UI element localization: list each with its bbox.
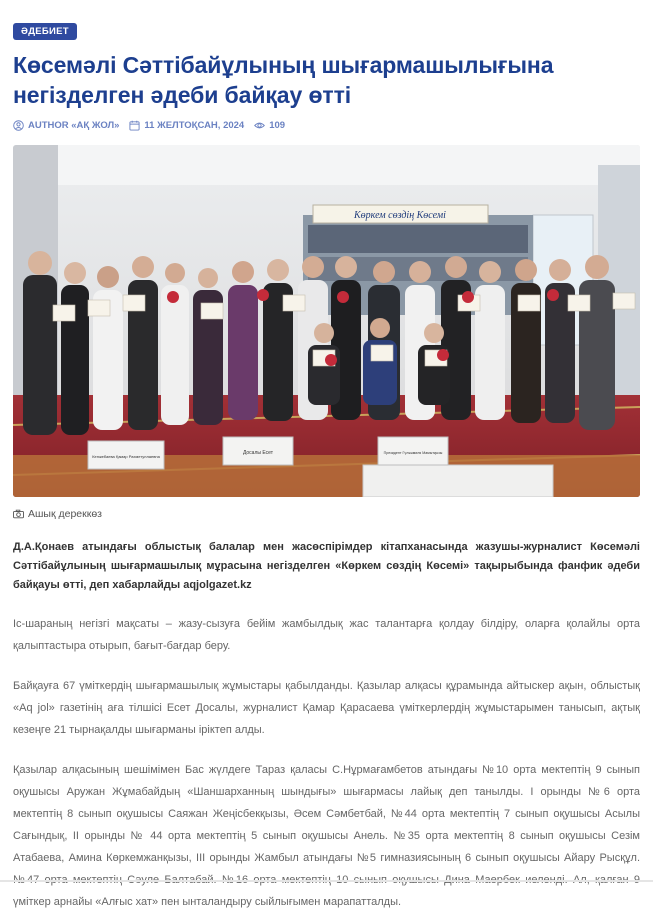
- article-lead: Д.А.Қонаев атындағы облыстық балалар мен жасөспірімдер кітапханасында жазушы-журналист Көсемәлі Сәттібайұлының шығармашылық мұрасына негізделген «Көркем сөздің Көсемі» тақырыбында фанфик әдеби байқауы өтті, деп хабарлайды aqjolgazet.kz: [13, 541, 640, 591]
- eye-icon: [254, 120, 265, 131]
- author-link[interactable]: [13, 120, 119, 131]
- name-card-2: Досалы Есет: [242, 450, 274, 456]
- article-meta: [13, 120, 640, 131]
- calendar-icon: [129, 120, 140, 131]
- name-card-1: Кенжебаева Қамар Рахметуллаевна: [92, 454, 160, 459]
- category-badge[interactable]: ӘДЕБИЕТ: [13, 23, 77, 40]
- article-photo[interactable]: [13, 145, 640, 497]
- view-count: 109: [269, 120, 286, 131]
- photo-banner-text: Көркем сөздің Көсемі: [354, 210, 446, 221]
- paragraph-2: Байқауға 67 үміткердің шығармашылық жұмыстары қабылданды. Қазылар алқасы құрамында айтыскер ақын, облыстық «Aq jol» газетінің аға тілшісі Есет Досалы, журналист Қамар Қарасаева үміткерлердің жұмыстарымен танысып, ақтық кезеңге 21 тырнақалды шығарманы іріктеп алды.: [13, 680, 640, 736]
- paragraph-1: Іс-шараның негізгі мақсаты – жазу-сызуға бейім жамбылдық жас талантарға қолдау білдіру, оларға қолайлы орта қалыптастыра отырып, бағыт-бағдар беру.: [13, 618, 640, 652]
- date-link[interactable]: [129, 120, 244, 131]
- photo-caption: [13, 508, 640, 520]
- publish-date: 11 ЖЕЛТОҚСАН, 2024: [144, 120, 245, 131]
- group-photo-image: [13, 145, 640, 497]
- article-title: Көсемәлі Сәттібайұлының шығармашылығына негізделген әдеби байқау өтті: [13, 52, 554, 108]
- views: [254, 120, 285, 131]
- paragraph-3: Қазылар алқасының шешімімен Бас жүлдеге Тараз қаласы С.Нұрмағамбетов атындағы №10 орта мектептің 9 сынып оқушысы Аружан Жұмабайдың «Шаншарханның шындығы» шығармасы лайық деп танылды. І орынды №6 орта мектептің 8 сынып оқушысы Саяжан Жеңісбекқызы, Әсем Сәмбетбай, №44 орта мектептің 7 сынып оқушысы Асылы Сағындық, ІІ орынды № 44 орта мектептің 5 сынып оқушысы Анель. №35 орта мектептің 8 сынып оқушысы Сезім Атабаева, Амина Көркемжанқызы, ІІІ орынды Жамбыл атындағы №5 гимназиясының 6 сынып оқушысы Айару Рысқұл. үміткер арнайы «Алғыс хат» пен ынталандыру сыйлығымен марапатталды.: [13, 764, 640, 908]
- author-name: AUTHOR «АҚ ЖОЛ»: [28, 120, 120, 131]
- user-icon: [13, 120, 24, 131]
- caption-text: Ашық дереккөз: [28, 508, 102, 520]
- camera-icon: [13, 509, 24, 519]
- name-card-3: Президент Гүлжәмиля Мамытқызы: [383, 451, 443, 455]
